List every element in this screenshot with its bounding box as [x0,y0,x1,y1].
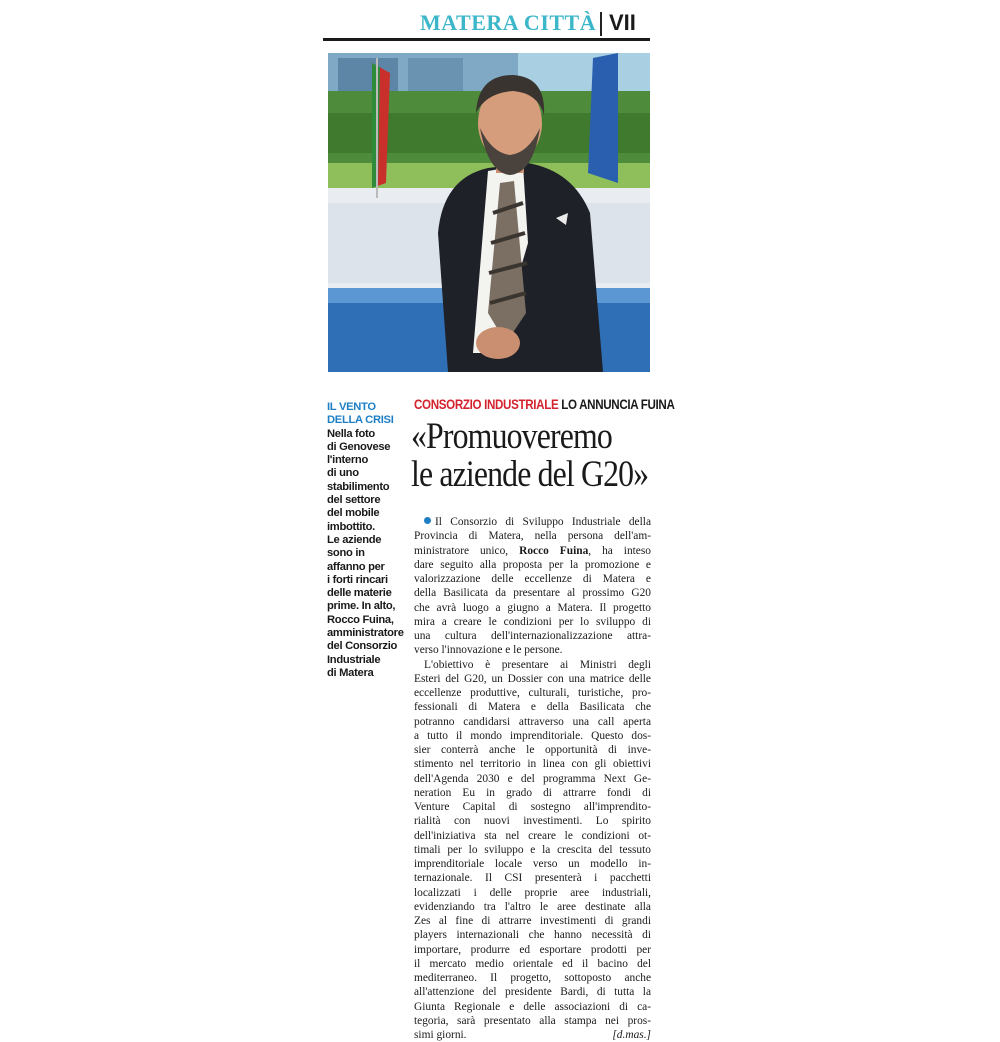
body-line-text: valorizzazione delle eccellenze di Matera e [414,573,651,585]
body-line [414,971,651,985]
body-line-text: della Basilicata da presentare al prossimo G20 [414,587,651,600]
body-line [414,772,651,786]
body-line-text: dare seguito alla proposta per la promozione e [414,558,651,571]
body-line [414,1000,651,1014]
page-number: VII [609,10,636,35]
body-line-text: stimento nel territorio in linea con gli obiettivi [414,758,651,771]
body-line-text: Provincia di Matera, nella persona dell'am- [414,530,651,543]
body-line-text: players internazionali che hanno necessità di [414,929,651,942]
body-line [414,572,651,586]
body-line [414,1014,651,1028]
caption-line: l'interno [327,454,368,467]
section-title: MATERA CITTÀ [420,10,597,35]
body-line [414,943,651,957]
body-line-text: imprenditoriale locale verso un modello in- [414,858,651,870]
body-line-text: rialità con nuovi investimenti. Lo spirito [414,815,651,828]
body-line [414,715,651,729]
body-line [414,1028,651,1042]
body-line-text: potranno candidarsi attraverso una call aperta [414,715,651,728]
kicker-subtopic: LO ANNUNCIA FUINA [561,397,675,412]
body-line [414,558,651,572]
body-line-text: Il Consorzio di Sviluppo Industriale della [435,516,651,528]
caption-line: Le aziende [327,533,382,546]
body-line [414,843,651,857]
caption-line: amministratore [327,627,404,640]
body-line-text: eccellenze produttive, culturali, turistiche, pro- [414,687,651,699]
body-line [414,586,651,600]
caption-line: delle materie [327,587,392,600]
body-line [414,886,651,900]
body-line [414,544,651,558]
caption-line: di Matera [327,666,374,679]
body-line [414,515,651,529]
body-line-text: mediterraneo. Il progetto, sottoposto anche [414,972,651,984]
caption-line: stabilimento [327,480,390,493]
caption-kicker-line: DELLA CRISI [327,414,394,427]
header-rule [323,38,650,41]
article-photo [328,53,650,372]
body-line [414,871,651,885]
caption-line: di uno [327,467,359,480]
body-line-text: che avrà luogo a giugno a Matera. Il progetto [414,601,651,614]
caption-line: del Consorzio [327,640,398,653]
caption-line: i forti rincari [327,573,388,586]
caption-line: affanno per [327,560,385,573]
caption-line: del mobile [327,507,380,520]
body-line-text: simi giorni. [414,1029,467,1041]
body-line-text: una cultura dell'internazionalizzazione attra- [414,630,651,642]
headline-line: «Promuoveremo [411,416,612,457]
body-line-text: localizzati i delle proprie aree industriali, [414,886,651,899]
body-line [414,529,651,543]
body-line [414,672,651,686]
caption-line: imbottito. [327,520,375,533]
caption-kicker-line: IL VENTO [327,401,376,413]
body-line [414,686,651,700]
body-line-text: il mercato medio orientale ed il bacino del [414,957,651,970]
body-line-text: mira a creare le condizioni per lo sviluppo di [414,615,651,628]
body-line [414,914,651,928]
body-line-text: Giunta Regionale e delle associazioni di ca- [414,1000,651,1013]
body-line-text: dell'Agenda 2030 e del programma Next Ge- [414,772,651,785]
caption-line: prime. In alto, [327,600,396,613]
body-line-text: tegoria, sarà presentato alla stampa nei pros- [414,1014,651,1027]
body-line [414,829,651,843]
body-line-text: Esteri del G20, un Dossier con una matrice delle [414,672,651,685]
article-headline [411,416,649,495]
body-line-text: ternazionale. Il CSI presenterà i pacchetti [414,872,651,885]
body-line [414,757,651,771]
kicker-topic: CONSORZIO INDUSTRIALE [414,397,559,412]
body-line-text: dell'iniziativa sta nel creare le condizioni ot- [414,829,651,842]
caption-line: sono in [327,547,365,560]
body-line-text: Zes al fine di attrarre investimenti di grandi [414,915,651,927]
caption-line: di Genovese [327,440,391,453]
bullet-icon [424,517,431,524]
body-line [414,957,651,971]
body-line-text: evidenziando tra l'altro le aree destinate alla [414,900,651,913]
body-line-text: neration Eu in grado di attrarre fondi di [414,786,651,799]
body-line-text: Venture Capital di sostegno all'imprendito- [414,801,651,813]
caption-line: Industriale [327,653,381,666]
body-line [414,786,651,800]
body-line [414,643,651,657]
caption-line: Nella foto [327,427,375,440]
header-divider [600,12,602,36]
body-line-text: sier conterrà anche le opportunità di inve- [414,744,651,756]
body-line-text: ministratore unico, Rocco Fuina, ha inteso [414,544,651,557]
body-line [414,985,651,999]
body-line-text: L'obiettivo è presentare ai Ministri degli [424,658,651,671]
body-line [414,658,651,672]
caption-line: del settore [327,494,381,507]
body-line [414,900,651,914]
body-line-text: verso l'innovazione e le persone. [414,644,563,657]
article-signature: [d.mas.] [612,1029,651,1041]
body-line-text: timali per lo sviluppo e la crescita del tessuto [414,843,651,856]
headline-line: le aziende del G20» [411,454,649,495]
article-body [414,515,651,1042]
body-line [414,729,651,743]
body-line-text: importare, produrre ed esportare prodotti per [414,943,651,956]
body-line-text: fessionali di Matera e della Basilicata che [414,701,651,714]
body-line [414,601,651,615]
article-kicker [414,397,674,412]
body-line-text: a tutto il mondo imprenditoriale. Questo dos- [414,729,651,742]
body-line [414,615,651,629]
photo-caption [327,401,405,680]
body-line [414,928,651,942]
body-line [414,700,651,714]
page-header [323,8,650,40]
body-line [414,814,651,828]
body-line [414,857,651,871]
body-line [414,629,651,643]
caption-line: Rocco Fuina, [327,613,394,626]
body-line-text: all'attenzione del presidente Bardi, di tutta la [414,986,651,999]
body-line [414,743,651,757]
body-line [414,800,651,814]
